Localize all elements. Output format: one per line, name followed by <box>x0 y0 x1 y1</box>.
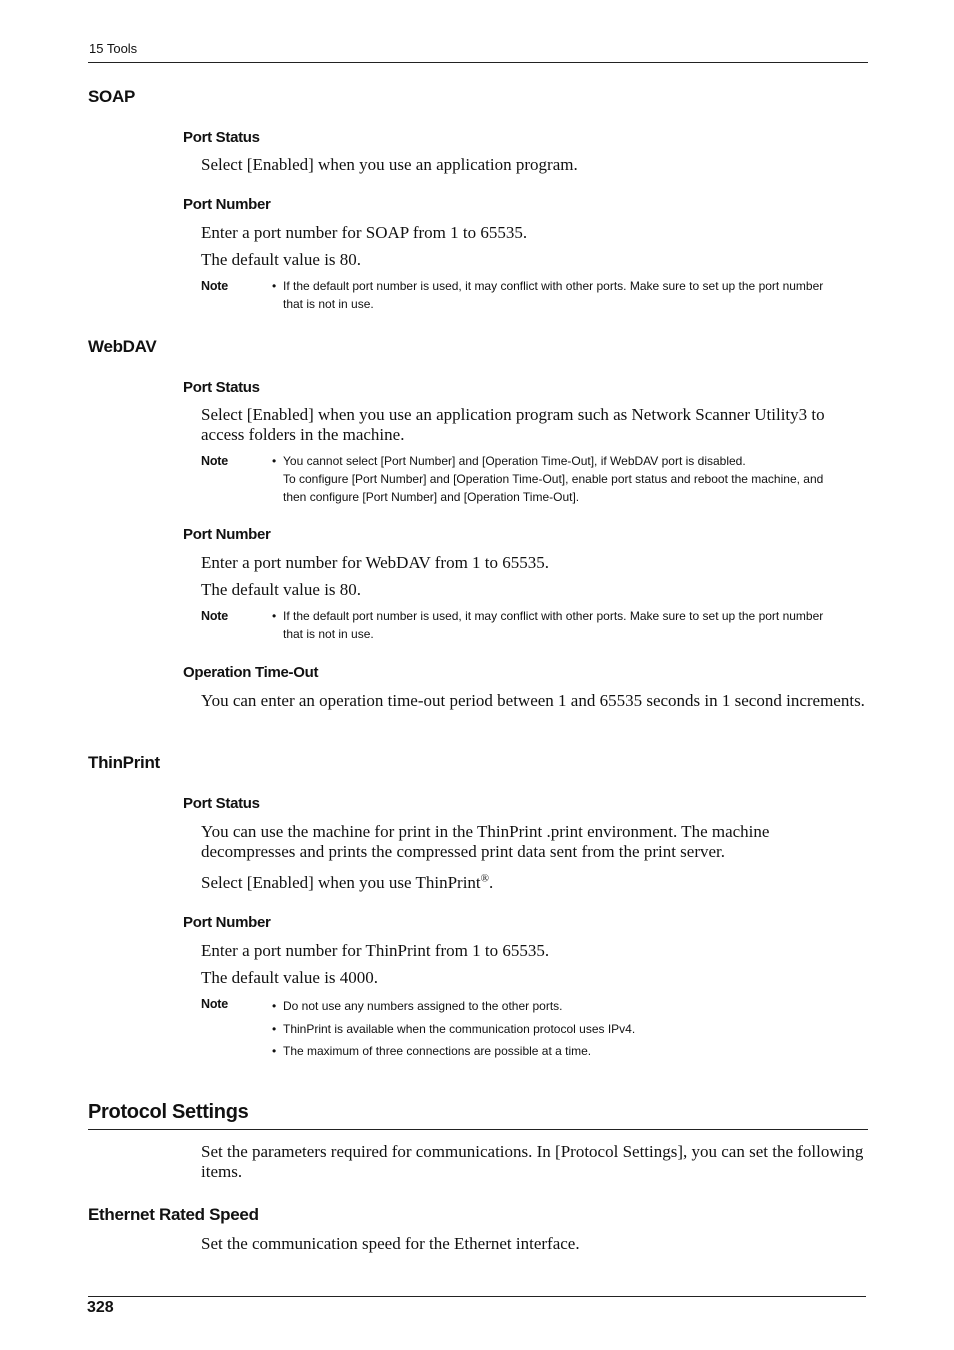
webdav-port-number-heading: Port Number <box>183 526 271 543</box>
note-label: Note <box>201 609 228 623</box>
section-title-webdav: WebDAV <box>88 337 157 356</box>
thinprint-default-value-text: The default value is 4000. <box>201 968 379 987</box>
thinprint-enable-text <box>201 873 866 893</box>
note-text: ThinPrint is available when the communication protocol uses IPv4. <box>283 1021 636 1036</box>
thinprint-notes <box>272 995 868 1063</box>
note-text: that is not in use. <box>283 297 374 311</box>
bullet-icon: • <box>272 279 277 293</box>
soap-default-value-text: The default value is 80. <box>201 250 362 269</box>
webdav-status-note <box>272 452 868 506</box>
soap-port-number-text: Enter a port number for SOAP from 1 to 65535. <box>201 223 528 242</box>
section-title-thinprint: ThinPrint <box>88 753 160 772</box>
note-text: To configure [Port Number] and [Operation Time-Out], enable port status and reboot the machine, and <box>283 472 824 486</box>
bullet-icon: • <box>272 1021 277 1036</box>
running-header: 15 Tools <box>89 41 138 56</box>
webdav-port-status-heading: Port Status <box>183 379 260 396</box>
webdav-timeout-heading: Operation Time-Out <box>183 664 319 681</box>
soap-port-status-heading: Port Status <box>183 129 260 146</box>
note-text: You cannot select [Port Number] and [Operation Time-Out], if WebDAV port is disabled. <box>283 454 746 468</box>
bullet-icon: • <box>272 999 277 1013</box>
section-title-protocol-settings: Protocol Settings <box>88 1101 249 1123</box>
note-text: The maximum of three connections are possible at a time. <box>283 1044 592 1058</box>
note-label: Note <box>201 997 228 1011</box>
soap-port-number-heading: Port Number <box>183 196 271 213</box>
webdav-timeout-text: You can enter an operation time-out period between 1 and 65535 seconds in 1 second increments. <box>201 691 865 710</box>
note-label: Note <box>201 454 228 468</box>
ethernet-rated-speed-heading: Ethernet Rated Speed <box>88 1205 259 1224</box>
period: . <box>489 873 494 892</box>
ethernet-rated-speed-text: Set the communication speed for the Ethernet interface. <box>201 1234 580 1253</box>
page-number: 328 <box>87 1299 114 1316</box>
note-text: Do not use any numbers assigned to the other ports. <box>283 999 563 1013</box>
webdav-default-value-text: The default value is 80. <box>201 580 362 599</box>
thinprint-enable-text-main: Select [Enabled] when you use ThinPrint <box>201 873 481 892</box>
header-rule <box>88 62 868 63</box>
footer-rule <box>88 1296 866 1297</box>
thinprint-port-number-heading: Port Number <box>183 914 271 931</box>
soap-note <box>272 277 868 313</box>
bullet-icon: • <box>272 454 277 468</box>
webdav-port-status-text: Select [Enabled] when you use an application program such as Network Scanner Utility3 to access folders in the machine. <box>201 405 825 444</box>
thinprint-port-number-text: Enter a port number for ThinPrint from 1 to 65535. <box>201 941 550 960</box>
note-text: If the default port number is used, it may conflict with other ports. Make sure to set up the port number <box>283 279 824 293</box>
thinprint-port-status-heading: Port Status <box>183 795 260 812</box>
bullet-icon: • <box>272 609 277 623</box>
section-title-soap: SOAP <box>88 87 135 106</box>
soap-port-status-text: Select [Enabled] when you use an application program. <box>201 155 578 174</box>
note-text: that is not in use. <box>283 627 374 641</box>
note-text: If the default port number is used, it may conflict with other ports. Make sure to set up the port number <box>283 609 824 623</box>
thinprint-port-status-text: You can use the machine for print in the ThinPrint .print environment. The machine decompresses and prints the compressed print data sent from the print server. <box>201 822 770 861</box>
note-label: Note <box>201 279 228 293</box>
section-rule <box>88 1129 868 1130</box>
webdav-port-number-text: Enter a port number for WebDAV from 1 to 65535. <box>201 553 550 572</box>
webdav-port-note <box>272 607 868 643</box>
protocol-settings-text: Set the parameters required for communications. In [Protocol Settings], you can set the following items. <box>201 1142 864 1181</box>
note-text: then configure [Port Number] and [Operation Time-Out]. <box>283 490 580 504</box>
bullet-icon: • <box>272 1044 277 1058</box>
registered-mark: ® <box>480 872 490 885</box>
